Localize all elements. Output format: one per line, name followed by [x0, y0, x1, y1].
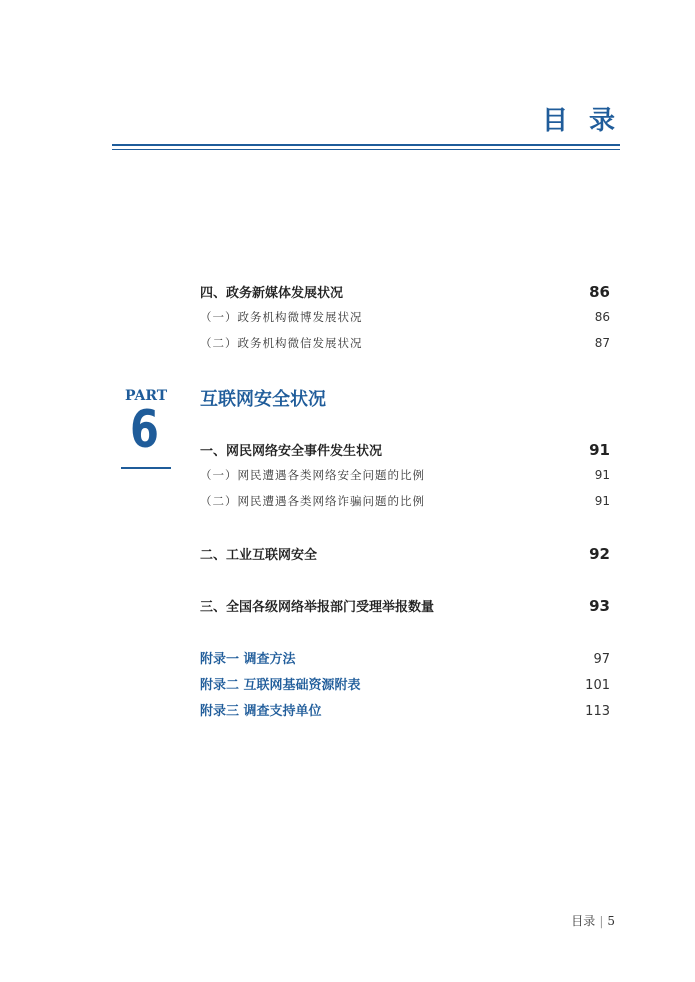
title-rule-thick — [112, 144, 620, 146]
toc-entry[interactable] — [200, 596, 610, 615]
toc-entry-page: 101 — [585, 678, 610, 693]
toc-entry-label: （一）政务机构微博发展状况 — [200, 310, 363, 324]
part-underline — [121, 467, 171, 469]
part-label: PART — [125, 388, 168, 404]
part-title[interactable]: 互联网安全状况 — [200, 389, 326, 410]
toc-appendix[interactable] — [200, 648, 610, 667]
title-rule-thin — [112, 149, 620, 150]
page-title: 目 录 — [541, 106, 621, 136]
footer-separator: | — [599, 914, 604, 928]
toc-entry-label: 附录一 调查方法 — [200, 652, 296, 667]
toc-appendix[interactable] — [200, 674, 610, 693]
toc-entry[interactable] — [200, 282, 610, 301]
toc-entry-page: 91 — [594, 468, 610, 482]
page-footer — [571, 912, 615, 929]
toc-entry-label: 三、全国各级网络举报部门受理举报数量 — [200, 600, 435, 615]
toc-entry-label: 附录二 互联网基础资源附表 — [200, 678, 361, 693]
toc-entry-label: 附录三 调查支持单位 — [200, 704, 322, 719]
toc-entry-page: 93 — [589, 597, 610, 615]
toc-entry-page: 86 — [594, 310, 610, 324]
toc-subentry[interactable] — [200, 335, 610, 351]
toc-entry-label: （二）网民遭遇各类网络诈骗问题的比例 — [200, 494, 425, 508]
toc-entry-page: 91 — [589, 441, 610, 459]
toc-entry-page: 92 — [589, 545, 610, 563]
toc-entry-label: 二、工业互联网安全 — [200, 548, 318, 563]
toc-subentry[interactable] — [200, 493, 610, 509]
toc-entry-page: 97 — [593, 652, 610, 667]
toc-entry-page: 91 — [594, 494, 610, 508]
footer-section: 目录 — [571, 914, 596, 928]
footer-page-number: 5 — [607, 914, 615, 928]
toc-entry[interactable] — [200, 440, 610, 459]
toc-entry-page: 86 — [589, 283, 610, 301]
toc-entry-label: 一、网民网络安全事件发生状况 — [200, 444, 383, 459]
toc-entry-label: （一）网民遭遇各类网络安全问题的比例 — [200, 468, 425, 482]
toc-subentry[interactable] — [200, 467, 610, 483]
toc-entry-page: 87 — [594, 336, 610, 350]
part-number: 6 — [130, 400, 159, 460]
toc-entry-label: （二）政务机构微信发展状况 — [200, 336, 363, 350]
toc-entry-label: 四、政务新媒体发展状况 — [200, 286, 344, 301]
toc-subentry[interactable] — [200, 309, 610, 325]
toc-entry[interactable] — [200, 544, 610, 563]
toc-appendix[interactable] — [200, 700, 610, 719]
toc-entry-page: 113 — [585, 704, 610, 719]
